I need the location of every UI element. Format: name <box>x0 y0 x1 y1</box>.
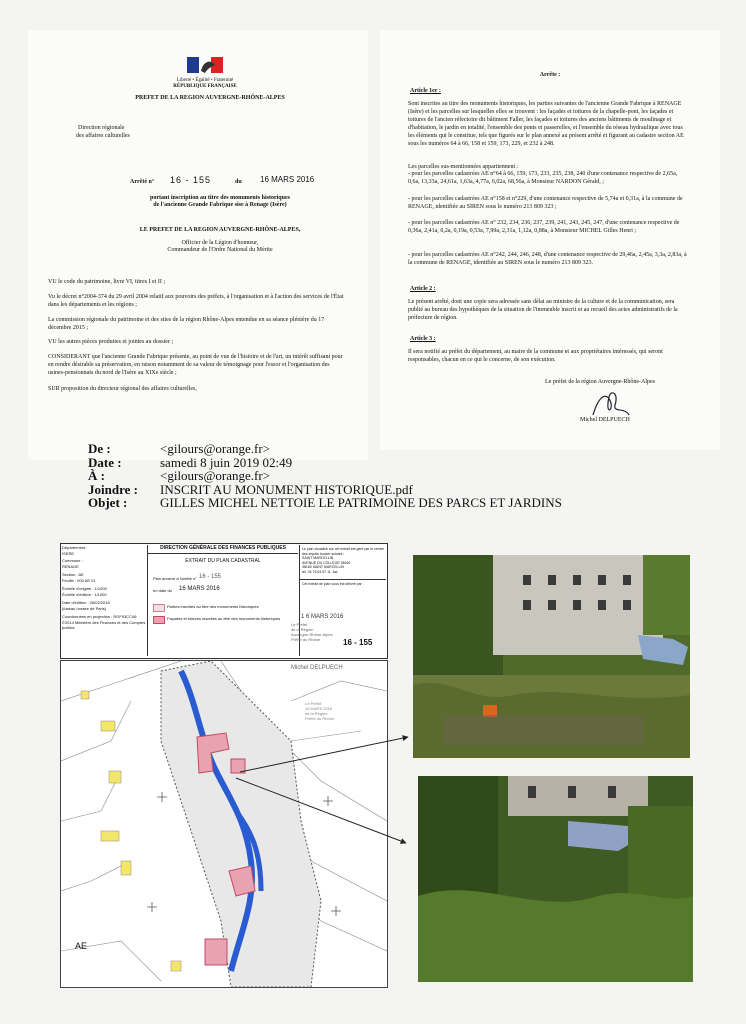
map-stamp <box>305 701 365 721</box>
map-signature: Michel DELPUECH <box>291 665 343 671</box>
section-line: Section : AE <box>62 572 84 577</box>
arrete-label: Arrêté n° <box>130 179 155 185</box>
republic-label: RÉPUBLIQUE FRANÇAISE <box>173 84 237 89</box>
arrete-date: 16 MARS 2016 <box>260 175 315 184</box>
centre-info <box>302 547 384 574</box>
centre-line-2: SAINT MARCELLIN <box>302 556 334 560</box>
article-1-text: Sont inscrites au titre des monuments historiques, les parties suivantes de l'ancienne Grande Fabrique à RENAGE (Isère) et les parcelles sur lesquelles elles se trouvent : les façades et toitures de la chapelle-pont, les façades et toitures de l'ancien réfectoire dit bâtiment Faller, les façades et toitures des anciens bâtiments de moulinage et d'habitation, le jardin en totalité, l'ensemble des ponts et passerelles, et l'ensemble du réseau hydraulique avec tous les éléments qui le constitue, tels que figurés sur le plan annexé au présent arrêté et figurant au cadastre section AE sous les numéros 64 à 66, 158 et 159, 173, 229, et 232 à 248. <box>408 101 684 147</box>
photo-2-drawing <box>418 776 693 982</box>
vu-code: VU le code du patrimoine, livre VI, titres I et II ; <box>48 279 166 285</box>
email-attachment-row <box>88 483 648 497</box>
centre-line-5: tél. 04 76 64 57 11 -fax <box>302 569 338 574</box>
email-to-value: <gilours@orange.fr> <box>160 468 271 483</box>
echelle-edition: Échelle d'édition : 1/1000 <box>62 591 107 597</box>
article-2-title: Article 2 : <box>410 286 436 292</box>
email-subject-label: Objet : <box>88 495 128 510</box>
annex-label: Plan annexé à l'arrêté n° <box>153 576 197 581</box>
copyright-line: ©2014 Ministère des Finances et des Comptes publics <box>62 619 146 630</box>
map-stamp-region: de la Région <box>305 711 328 716</box>
header-divider <box>148 553 298 554</box>
fuseau-line: (fuseau horaire de Paris) <box>62 605 107 611</box>
email-to-label: À : <box>88 468 105 483</box>
email-from-row <box>88 442 648 456</box>
building-small <box>231 759 245 773</box>
annex-number-handwritten: 16 - 155 <box>199 574 222 580</box>
legend-swatch-light <box>153 604 165 612</box>
parcels-intro: Les parcelles sus-mentionnées appartiennent : <box>408 164 519 170</box>
stamp-prefet-line-2: de la Région <box>291 627 314 632</box>
centre-divider <box>300 579 386 580</box>
email-header <box>88 442 648 510</box>
commune-label: Commune : <box>62 558 83 563</box>
cadastre-info-column <box>62 545 148 656</box>
email-subject-value: GILLES MICHEL NETTOIE LE PATRIMOINE DES PARCS ET JARDINS <box>160 495 562 510</box>
commune-value: RENAGE <box>62 563 79 569</box>
extract-title: EXTRAIT DU PLAN CADASTRAL <box>185 558 261 564</box>
legend-swatch-dark <box>153 616 165 624</box>
vu-pieces: VU les autres pièces produites et jointes au dossier ; <box>48 339 174 345</box>
prefet-heading: LE PREFET DE LA REGION AUVERGNE-RHÔNE-ALPES, <box>139 227 301 233</box>
email-date-label: Date : <box>88 454 122 470</box>
map-stamp-rhone: Préfet du Rhône <box>305 716 335 721</box>
parcel-group-3: - pour les parcelles cadastrées AE n° 232, 234, 236, 237, 239, 241, 243, 245, 247, d'une contenance respective de 0,36a, 2,41a, 0,2a, 0,19a, 0,53a, 7,99a, 2,31a, 1,12a, 0,88a, à Monsieur MICHEL Gilles Henri ; <box>408 220 680 234</box>
coords-line: Coordonnées en projection : RGF93CC46 <box>62 614 137 619</box>
section-label: AE <box>75 941 88 951</box>
photo-1-drawing <box>413 555 690 758</box>
stamp-date: 1 6 MARS 2016 <box>301 614 344 620</box>
article-2-text: Le présent arrêté, dont une copie sera adressée sans délai au ministre de la culture et de la communication, sera publié au bureau des hypothèques de la situation de l'immeuble inscrit et au recueil des actes administratifs de la préfecture de région. <box>408 299 678 321</box>
direction-line-1: Direction régionale <box>78 125 125 131</box>
email-date-row <box>88 456 648 470</box>
email-to-row <box>88 469 648 483</box>
centre-line-3: AVENUE DU COLLEGE 38160 <box>302 560 351 565</box>
centre-line-1: Le plan visualisé sur cet extrait est géré par le centre des impôts foncier suivant : <box>302 547 384 556</box>
object-line-1: portant inscription au titre des monuments historiques <box>150 195 290 201</box>
en-date-stamp: 16 MARS 2016 <box>179 586 220 592</box>
du-label: du <box>235 179 242 185</box>
echelle-origine: Échelle d'origine : 1/1000 <box>62 586 107 591</box>
centre-line-4: 38160 SAINT MARCELLIN <box>302 565 344 569</box>
parcel-group-1: - pour les parcelles cadastrées AE n°64 à 66, 159, 173, 233, 235, 238, 240 d'une contenance respective de 2,65a, 0,6a, 13,33a, 24,61a, 1,63a, 4,77a, 6,02a, 68,56a, à Monsieur NARDON Gérald, ; <box>408 171 678 185</box>
email-from-value: <gilours@orange.fr> <box>160 441 271 456</box>
email-attachment-value: INSCRIT AU MONUMENT HISTORIQUE.pdf <box>160 481 413 497</box>
signature-line: Le préfet de la région Auvergne-Rhône-Alpes <box>545 379 656 385</box>
extract-note: Cet extrait de plan vous est délivré par : <box>302 582 364 586</box>
signature-name: Michel DELPUECH <box>580 417 630 423</box>
email-attachment-label: Joindre : <box>88 481 138 497</box>
dept-label: Département : <box>62 545 88 550</box>
map-stamp-date: 16 MARS 2016 <box>305 706 333 711</box>
stamp-prefet-line-4: Préfet du Rhône <box>291 637 321 642</box>
email-subject-row <box>88 496 648 510</box>
commander-line: Commandeur de l'Ordre National du Mérite <box>167 247 273 253</box>
article-3-text: Il sera notifié au préfet du département, au maire de la commune et aux propriétaires intéressés, qui seront responsables, chacun en ce qui le concerne, de son exécution. <box>408 349 663 363</box>
vu-commission: La commission régionale du patrimoine et des sites de la région Rhône-Alpes entendue en sa séance plénière du 17 décembre 2015 ; <box>48 317 325 331</box>
photo-overgrown-garden <box>418 776 693 982</box>
building-south <box>205 939 227 965</box>
cadastre-header <box>60 543 388 659</box>
considerant: CONSIDERANT que l'ancienne Grande Fabrique présente, au point de vue de l'histoire et de l'art, un intérêt suffisant pour en rendre désirable sa préservation, en raison notamment de sa valeur de témoignage pour l'essor et l'organisation des usines-pensionnats du nord de l'Isère au XIXe siècle ; <box>48 354 343 376</box>
map-stamp-prefet: Le Préfet <box>305 701 322 706</box>
stamp-number: 16 - 155 <box>343 638 373 647</box>
legend-dark-label: Façades et toitures inscrites au titre des monuments historiques <box>167 616 281 621</box>
photo-garden-building <box>413 555 690 758</box>
article-1-title: Article 1er : <box>410 88 441 94</box>
object-line-2: de l'ancienne Grande Fabrique sise à Renage (Isère) <box>153 202 287 208</box>
stamp-prefet-line-1: Le Préfet <box>291 622 308 627</box>
prefect-title: PREFET DE LA REGION AUVERGNE-RHÔNE-ALPES <box>135 95 285 101</box>
date-edition: Date d'édition : 26/02/2016 <box>62 600 110 605</box>
article-3-title: Article 3 : <box>410 336 436 342</box>
arrete-number: 16 - 155 <box>170 175 212 185</box>
feuille-line: Feuille : 000 AE 01 <box>62 577 96 583</box>
email-from-label: De : <box>88 441 111 456</box>
stamp-prefet-line-3: Auvergne-Rhône-Alpes <box>291 632 333 637</box>
sur-proposition: SUR proposition du directeur régional des affaires culturelles, <box>48 386 197 392</box>
parcel-group-2: - pour les parcelles cadastrées AE n°158 et n°229, d'une contenance respective de 5,74a et 0,31a, à la commune de RENAGE, identifiée au SIREN sous le numéro 213 809 323 ; <box>408 196 683 210</box>
motto: Liberté • Égalité • Fraternité <box>176 78 234 83</box>
dept-value: ISERE <box>62 550 75 556</box>
cadastral-map <box>60 660 388 988</box>
email-date-value: samedi 8 juin 2019 02:49 <box>160 454 293 470</box>
dgfip-title: DIRECTION GÉNÉRALE DES FINANCES PUBLIQUES <box>160 545 286 551</box>
en-date-label: en date du <box>153 588 172 593</box>
direction-line-2: des affaires culturelles <box>76 133 130 139</box>
arrete-heading: Arrête : <box>539 72 561 78</box>
stamp-prefet <box>291 622 351 642</box>
marianne-logo-icon <box>185 55 225 77</box>
vu-decret: Vu le décret n°2004-374 du 29 avril 2004 relatif aux pouvoirs des préfets, à l'organisation et à l'action des services de l'État dans les départements et les régions ; <box>48 294 344 308</box>
parcel-group-4: - pour les parcelles cadastrées AE n°242, 244, 246, 248, d'une contenance respective de 29,46a, 2,45a, 3,3a, 2,83a, à la commune de RENAGE, identifiée au SIREN sous le numéro 213 809 323. <box>408 252 687 266</box>
legend-light-label: Parties inscrites au titre des monuments historiques <box>167 604 259 609</box>
officer-line: Officier de la Légion d'honneur, <box>181 240 259 246</box>
